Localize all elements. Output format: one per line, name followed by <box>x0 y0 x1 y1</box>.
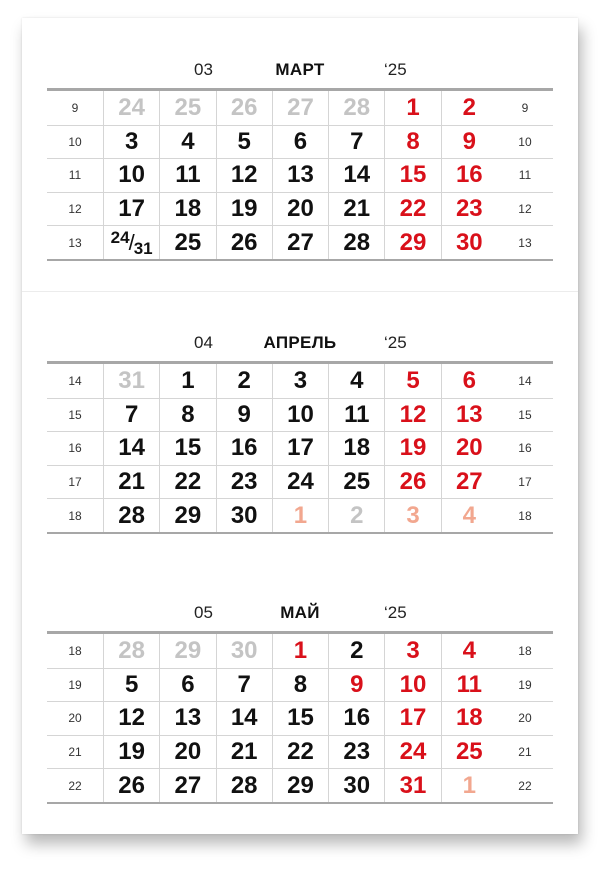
week-row <box>47 364 553 398</box>
day-cell: 9 <box>328 669 384 702</box>
day-cell: 12 <box>216 159 272 192</box>
day-cell: 4 <box>441 499 497 532</box>
day-cell: 18 <box>441 702 497 735</box>
month-header <box>22 52 578 88</box>
day-cell: 29 <box>384 226 440 259</box>
month-year: ‘25 <box>384 60 407 79</box>
week-row <box>47 465 553 499</box>
week-row <box>47 768 553 802</box>
week-row <box>47 91 553 125</box>
day-cell: 15 <box>272 702 328 735</box>
day-cell: 24 <box>103 91 159 125</box>
day-cell: 20 <box>441 432 497 465</box>
day-cell: 11 <box>328 399 384 432</box>
day-cell: 4 <box>159 126 215 159</box>
day-cell: 22 <box>384 193 440 226</box>
week-number-right: 16 <box>518 441 532 456</box>
week-number-left: 21 <box>68 745 82 760</box>
week-row <box>47 668 553 702</box>
week-number-right: 10 <box>518 134 532 149</box>
week-number-left: 17 <box>68 475 82 490</box>
day-cell: 30 <box>216 499 272 532</box>
day-cell: 4 <box>441 634 497 668</box>
day-cell: 25 <box>159 226 215 259</box>
day-cell: 8 <box>159 399 215 432</box>
day-cell: 31 <box>384 769 440 802</box>
month-name: МАЙ <box>280 603 320 622</box>
week-number-right: 12 <box>518 202 532 217</box>
day-cell: 31 <box>103 364 159 398</box>
day-cell: 27 <box>272 226 328 259</box>
day-cell: 27 <box>272 91 328 125</box>
week-number-right: 22 <box>518 778 532 793</box>
day-cell: 15 <box>384 159 440 192</box>
day-cell: 13 <box>272 159 328 192</box>
day-cell: 24 <box>272 466 328 499</box>
day-cell: 25 <box>159 91 215 125</box>
day-cell: 8 <box>272 669 328 702</box>
day-cell: 16 <box>328 702 384 735</box>
day-cell: 23 <box>328 736 384 769</box>
day-cell: 26 <box>216 226 272 259</box>
divider <box>22 291 578 292</box>
week-row <box>47 498 553 532</box>
week-number-left: 12 <box>68 202 82 217</box>
month-name: АПРЕЛЬ <box>263 333 337 352</box>
month-grid <box>47 361 553 534</box>
day-cell: 15 <box>159 432 215 465</box>
day-cell: 7 <box>216 669 272 702</box>
week-number-left: 18 <box>68 508 82 523</box>
week-number-right: 15 <box>518 407 532 422</box>
day-cell: 28 <box>103 499 159 532</box>
day-cell: 1 <box>441 769 497 802</box>
day-cell: 10 <box>272 399 328 432</box>
day-cell: 24 <box>384 736 440 769</box>
day-cell: 5 <box>216 126 272 159</box>
calendar-sheet <box>22 18 578 834</box>
day-cell: 2 <box>328 499 384 532</box>
day-cell: 21 <box>328 193 384 226</box>
day-cell: 12 <box>103 702 159 735</box>
day-cell: 14 <box>216 702 272 735</box>
day-cell: 1 <box>159 364 215 398</box>
day-cell: 23 <box>216 466 272 499</box>
day-cell: 2 <box>441 91 497 125</box>
day-cell: 13 <box>159 702 215 735</box>
day-cell: 1 <box>272 499 328 532</box>
day-cell: 19 <box>384 432 440 465</box>
day-cell: 18 <box>328 432 384 465</box>
week-row <box>47 125 553 159</box>
week-number-left: 22 <box>68 778 82 793</box>
day-cell: 25 <box>441 736 497 769</box>
week-row <box>47 192 553 226</box>
day-cell: 30 <box>328 769 384 802</box>
day-cell: 13 <box>441 399 497 432</box>
day-cell: 22 <box>159 466 215 499</box>
week-row <box>47 634 553 668</box>
day-cell: 16 <box>441 159 497 192</box>
week-number-left: 16 <box>68 441 82 456</box>
month-grid <box>47 88 553 261</box>
day-cell: 24 / 31 <box>103 226 159 259</box>
day-cell: 5 <box>384 364 440 398</box>
day-cell: 18 <box>159 193 215 226</box>
day-cell: 1 <box>384 91 440 125</box>
day-cell: 28 <box>103 634 159 668</box>
week-row <box>47 431 553 465</box>
day-cell: 27 <box>441 466 497 499</box>
day-cell: 7 <box>328 126 384 159</box>
day-cell: 16 <box>216 432 272 465</box>
month-block <box>22 595 578 799</box>
day-cell: 30 <box>216 634 272 668</box>
day-cell: 28 <box>328 91 384 125</box>
day-cell: 22 <box>272 736 328 769</box>
day-cell: 30 <box>441 226 497 259</box>
month-year: ‘25 <box>384 603 407 622</box>
day-cell: 6 <box>159 669 215 702</box>
day-cell: 21 <box>103 466 159 499</box>
day-cell: 17 <box>384 702 440 735</box>
day-cell: 3 <box>384 499 440 532</box>
month-year: ‘25 <box>384 333 407 352</box>
day-cell: 7 <box>103 399 159 432</box>
week-row <box>47 225 553 259</box>
day-cell: 4 <box>328 364 384 398</box>
week-number-left: 10 <box>68 134 82 149</box>
day-cell: 17 <box>103 193 159 226</box>
week-number-right: 14 <box>518 373 532 388</box>
day-cell: 11 <box>441 669 497 702</box>
day-cell: 25 <box>328 466 384 499</box>
week-number-left: 14 <box>68 373 82 388</box>
day-cell: 23 <box>441 193 497 226</box>
day-cell: 2 <box>328 634 384 668</box>
week-number-left: 11 <box>68 168 82 183</box>
week-row <box>47 701 553 735</box>
week-number-right: 17 <box>518 475 532 490</box>
day-cell: 9 <box>216 399 272 432</box>
month-number: 03 <box>194 60 213 79</box>
day-cell: 28 <box>216 769 272 802</box>
week-number-left: 18 <box>68 643 82 658</box>
day-cell: 6 <box>441 364 497 398</box>
month-block <box>22 325 578 529</box>
day-cell: 5 <box>103 669 159 702</box>
day-cell: 11 <box>159 159 215 192</box>
day-cell: 20 <box>272 193 328 226</box>
day-cell: 21 <box>216 736 272 769</box>
month-name: МАРТ <box>275 60 325 79</box>
month-header <box>22 595 578 631</box>
month-number: 05 <box>194 603 213 622</box>
day-cell: 20 <box>159 736 215 769</box>
week-number-left: 9 <box>71 100 79 115</box>
week-number-right: 9 <box>521 100 529 115</box>
day-cell: 8 <box>384 126 440 159</box>
month-block <box>22 52 578 258</box>
day-cell: 6 <box>272 126 328 159</box>
week-number-right: 20 <box>518 711 532 726</box>
week-row <box>47 735 553 769</box>
day-cell: 19 <box>216 193 272 226</box>
day-cell: 29 <box>159 499 215 532</box>
month-number: 04 <box>194 333 213 352</box>
week-number-left: 19 <box>68 677 82 692</box>
day-cell: 26 <box>216 91 272 125</box>
day-cell: 14 <box>328 159 384 192</box>
day-cell: 26 <box>103 769 159 802</box>
day-cell: 9 <box>441 126 497 159</box>
day-cell: 10 <box>384 669 440 702</box>
week-number-right: 18 <box>518 508 532 523</box>
day-cell: 19 <box>103 736 159 769</box>
day-cell: 29 <box>272 769 328 802</box>
day-cell: 2 <box>216 364 272 398</box>
month-header <box>22 325 578 361</box>
day-cell: 3 <box>103 126 159 159</box>
week-number-left: 15 <box>68 407 82 422</box>
day-cell: 12 <box>384 399 440 432</box>
week-number-right: 18 <box>518 643 532 658</box>
week-number-left: 13 <box>68 235 82 250</box>
day-cell: 28 <box>328 226 384 259</box>
day-cell: 27 <box>159 769 215 802</box>
day-cell: 17 <box>272 432 328 465</box>
day-cell: 3 <box>272 364 328 398</box>
day-cell: 3 <box>384 634 440 668</box>
week-row <box>47 398 553 432</box>
week-number-left: 20 <box>68 711 82 726</box>
day-cell: 26 <box>384 466 440 499</box>
day-cell: 10 <box>103 159 159 192</box>
week-number-right: 19 <box>518 677 532 692</box>
month-grid <box>47 631 553 804</box>
day-cell: 29 <box>159 634 215 668</box>
week-number-right: 13 <box>518 235 532 250</box>
week-row <box>47 158 553 192</box>
week-number-right: 11 <box>518 168 532 183</box>
day-cell: 1 <box>272 634 328 668</box>
week-number-right: 21 <box>518 745 532 760</box>
day-cell: 14 <box>103 432 159 465</box>
